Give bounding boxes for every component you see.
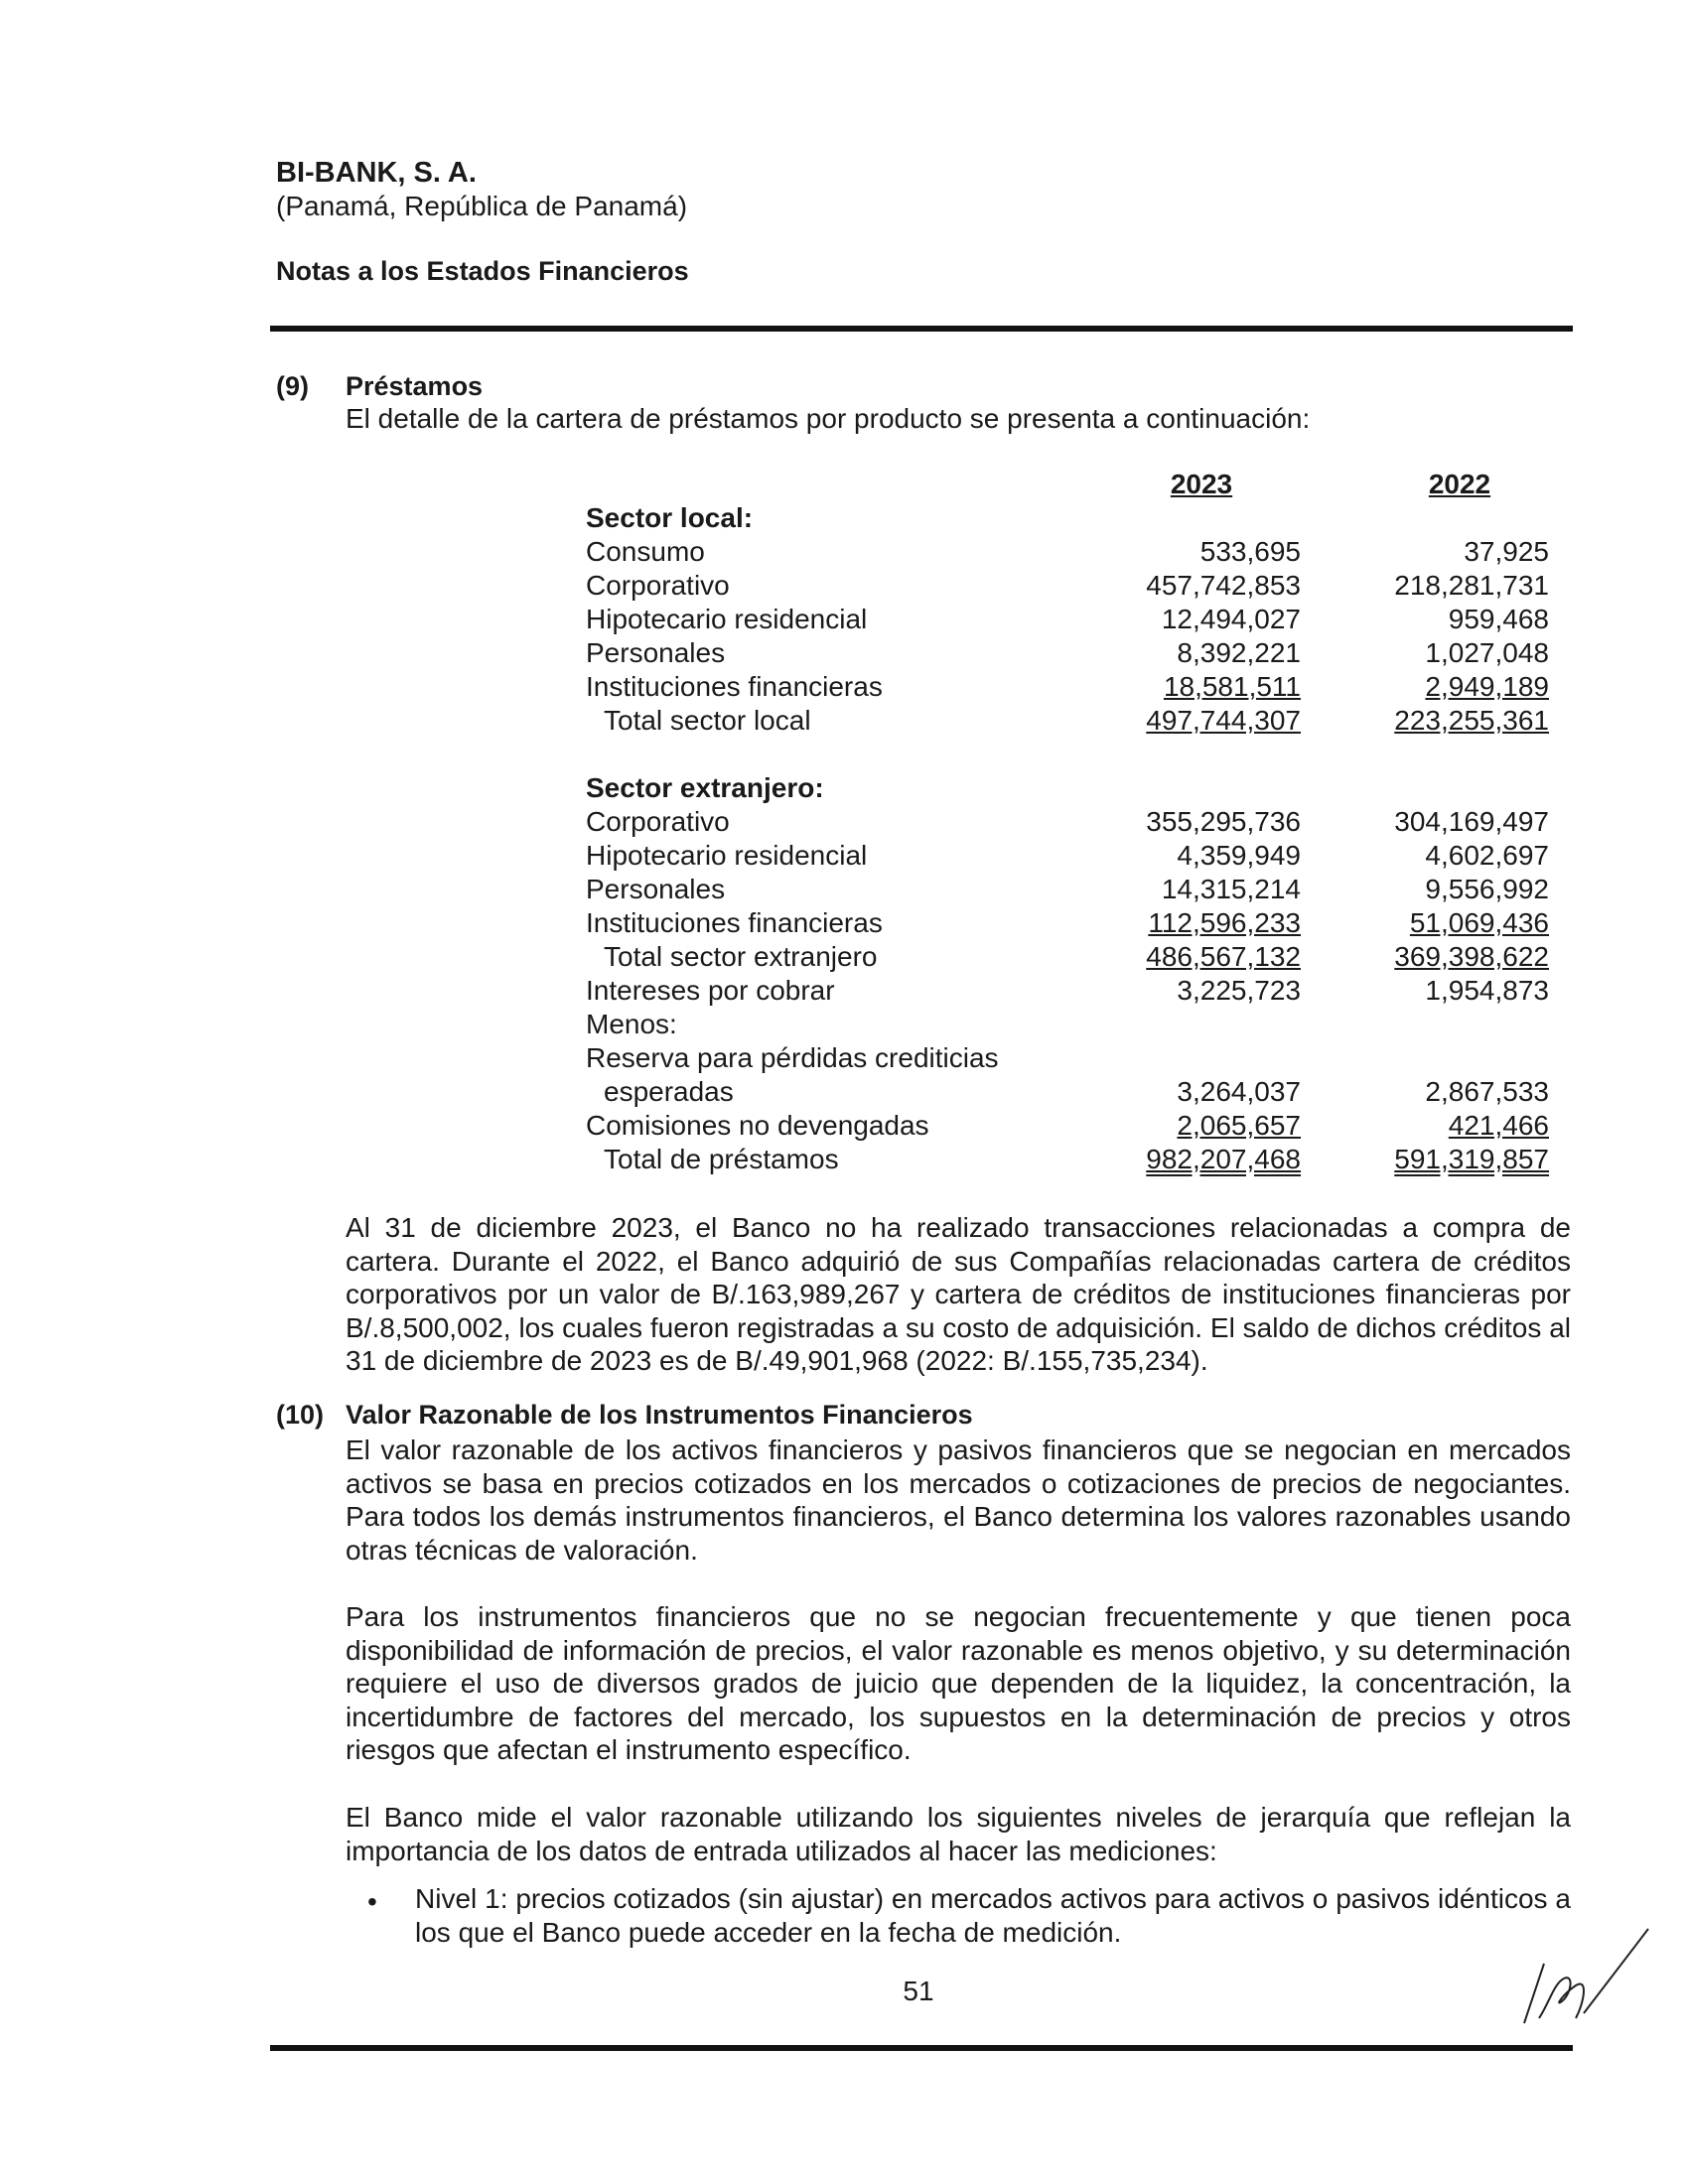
row-label: Comisiones no devengadas	[586, 1110, 929, 1141]
value-2022: 2,949,189	[1425, 671, 1549, 702]
value-2023: 355,295,736	[1146, 806, 1301, 837]
bullet-item: Nivel 1: precios cotizados (sin ajustar) en mercados activos para activos o pasivos idénticos a los que el Banco puede acceder en la fecha de medición.	[415, 1883, 1571, 1948]
row-label: Personales	[586, 637, 726, 668]
column-header-2022: 2022	[1428, 469, 1491, 499]
row-label: Total sector local	[604, 705, 811, 736]
value-2023: 3,225,723	[1177, 975, 1301, 1006]
value-2022: 37,925	[1464, 536, 1549, 567]
table-row	[586, 570, 1559, 604]
value-2023: 8,392,221	[1177, 637, 1301, 668]
footer-divider	[270, 2045, 1573, 2051]
foreign-sector-heading	[586, 772, 1559, 806]
table-row	[586, 604, 1559, 637]
section-9-title: Préstamos	[346, 371, 484, 401]
section-10-number: (10)	[276, 1400, 325, 1430]
section-10-title: Valor Razonable de los Instrumentos Financieros	[346, 1400, 973, 1430]
row-label: Reserva para pérdidas crediticias	[586, 1042, 999, 1073]
column-header-2023: 2023	[1170, 469, 1233, 499]
value-2023: 486,567,132	[1146, 941, 1301, 972]
row-label: esperadas	[604, 1076, 734, 1107]
row-label: Instituciones financieras	[586, 671, 883, 702]
value-2022: 218,281,731	[1394, 570, 1549, 601]
value-2022: 369,398,622	[1394, 941, 1549, 972]
table-row	[586, 1076, 1559, 1110]
value-2023: 533,695	[1199, 536, 1301, 567]
section-9-number: (9)	[276, 371, 309, 401]
section-10-paragraph-1: El valor razonable de los activos financieros y pasivos financieros que se negocian en mercados activos se basa en precios cotizados en los mercados o cotizaciones de precios de negociantes. Para todos los demás instrumentos financieros, el Banco determina los valores razonables usando otras técnicas de valoración.	[346, 1434, 1571, 1566]
company-location: (Panamá, República de Panamá)	[276, 191, 688, 221]
value-2023: 497,744,307	[1146, 705, 1301, 736]
value-2022: 959,468	[1448, 604, 1549, 634]
value-2023: 457,742,853	[1146, 570, 1301, 601]
section-9-intro: El detalle de la cartera de préstamos por producto se presenta a continuación:	[346, 403, 1311, 434]
section-9-paragraph: Al 31 de diciembre 2023, el Banco no ha realizado transacciones relacionadas a compra de cartera. Durante el 2022, el Banco adquirió de sus Compañías relacionadas cartera de créditos corporativos por un valor de B/.163,989,267 y cartera de créditos de instituciones financieras por B/.8,500,002, los cuales fueron registradas a su costo de adquisición. El saldo de dichos créditos al 31 de diciembre de 2023 es de B/.49,901,968 (2022: B/.155,735,234).	[346, 1212, 1571, 1376]
value-2023: 3,264,037	[1177, 1076, 1301, 1107]
row-label: Consumo	[586, 536, 705, 567]
value-2023: 2,065,657	[1177, 1110, 1301, 1141]
subtotal-row	[586, 941, 1559, 975]
total-row	[586, 1144, 1559, 1177]
company-name: BI-BANK, S. A.	[276, 157, 477, 189]
row-label: Hipotecario residencial	[586, 604, 868, 634]
row-label: Corporativo	[586, 806, 730, 837]
table-row	[586, 671, 1559, 705]
section-10-paragraph-3: El Banco mide el valor razonable utilizando los siguientes niveles de jerarquía que reflejan la importancia de los datos de entrada utilizados al hacer las mediciones:	[346, 1802, 1571, 1866]
value-2022: 1,954,873	[1425, 975, 1549, 1006]
subtotal-row	[586, 705, 1559, 739]
row-label: Personales	[586, 874, 726, 904]
table-row	[586, 536, 1559, 570]
local-sector-heading	[586, 502, 1559, 536]
table-row	[586, 975, 1559, 1009]
document-title: Notas a los Estados Financieros	[276, 256, 689, 286]
value-2022: 421,466	[1448, 1110, 1549, 1141]
section-10-paragraph-2: Para los instrumentos financieros que no se negocian frecuentemente y que tienen poca disponibilidad de información de precios, el valor razonable es menos objetivo, y su determinación requiere el uso de diversos grados de juicio que dependen de la liquidez, la concentración, la incertidumbre de factores del mercado, los supuestos en la determinación de precios y otros riesgos que afectan el instrumento específico.	[346, 1601, 1571, 1765]
value-2022: 4,602,697	[1425, 840, 1549, 871]
value-2022: 51,069,436	[1409, 907, 1549, 938]
table-row	[586, 806, 1559, 840]
row-label: Menos:	[586, 1009, 677, 1039]
row-label: Intereses por cobrar	[586, 975, 835, 1006]
value-2023: 4,359,949	[1177, 840, 1301, 871]
table-row	[586, 874, 1559, 907]
value-2023: 982,207,468	[1146, 1144, 1301, 1174]
value-2022: 1,027,048	[1425, 637, 1549, 668]
value-2022: 223,255,361	[1394, 705, 1549, 736]
signature-icon	[1504, 1924, 1653, 2033]
value-2022: 591,319,857	[1394, 1144, 1549, 1174]
heading-label: Sector local:	[586, 502, 754, 533]
table-row	[586, 637, 1559, 671]
table-row	[586, 1110, 1559, 1144]
row-label: Hipotecario residencial	[586, 840, 868, 871]
value-2023: 18,581,511	[1163, 671, 1301, 702]
page-number: 51	[903, 1976, 934, 2006]
reserve-label-row	[586, 1042, 1559, 1076]
bullet-icon: •	[367, 1886, 377, 1917]
row-label: Total sector extranjero	[604, 941, 878, 972]
header-divider	[270, 326, 1573, 332]
row-label: Instituciones financieras	[586, 907, 883, 938]
value-2023: 12,494,027	[1161, 604, 1301, 634]
table-row	[586, 840, 1559, 874]
value-2022: 304,169,497	[1394, 806, 1549, 837]
heading-label: Sector extranjero:	[586, 772, 824, 803]
value-2023: 112,596,233	[1148, 907, 1301, 938]
value-2022: 9,556,992	[1425, 874, 1549, 904]
less-label-row	[586, 1009, 1559, 1042]
value-2023: 14,315,214	[1161, 874, 1301, 904]
row-label: Total de préstamos	[604, 1144, 839, 1174]
row-label: Corporativo	[586, 570, 730, 601]
value-2022: 2,867,533	[1425, 1076, 1549, 1107]
table-row	[586, 907, 1559, 941]
